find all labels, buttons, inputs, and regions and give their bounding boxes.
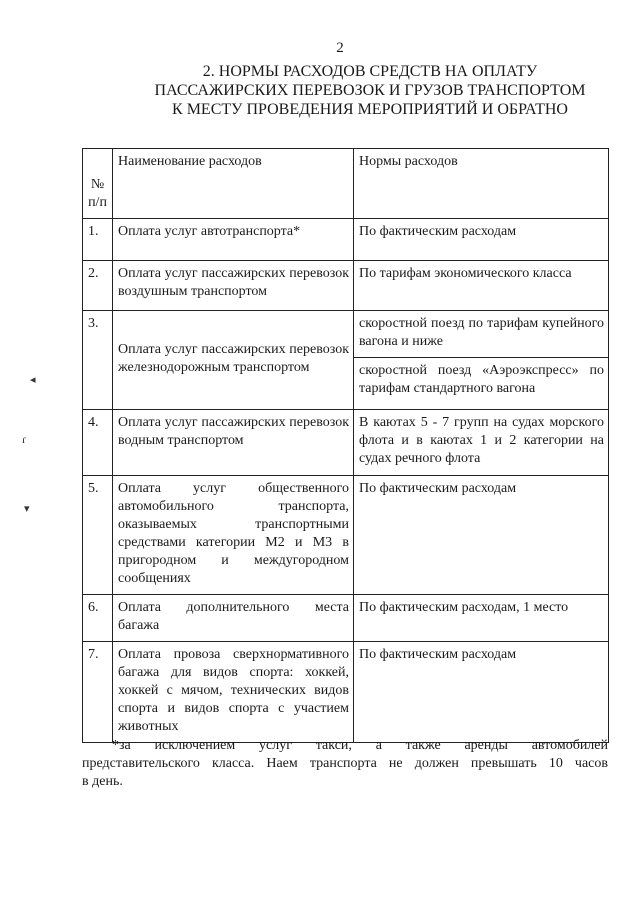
footnote-line-2: представительского класса. Наем транспорта не должен превышать 10 часов: [82, 756, 608, 771]
row-name: Оплата услуг пассажирских перевозок водным транспортом: [113, 410, 354, 476]
scan-speck: ɾ: [22, 432, 26, 446]
row-norm: По фактическим расходам: [354, 642, 609, 743]
row-number: 3.: [83, 311, 113, 410]
scan-speck: ▾: [24, 503, 30, 515]
row-name: Оплата услуг автотранспорта*: [113, 219, 354, 261]
row-norm: В каютах 5 - 7 групп на судах морского флота и в каютах 1 и 2 категории на судах речного флота: [354, 410, 609, 476]
header-norm: Нормы расходов: [354, 149, 609, 219]
row-number: 6.: [83, 595, 113, 642]
row-name: Оплата провоза сверхнормативного багажа для видов спорта: хоккей, хоккей с мячом, технических видов спорта и видов спорта с участием животных: [113, 642, 354, 743]
norms-table: [82, 148, 609, 743]
footnote: [82, 737, 608, 791]
row-number: 1.: [83, 219, 113, 261]
page-title: [150, 62, 590, 119]
table-row: [83, 642, 609, 743]
row-norm: По фактическим расходам: [354, 476, 609, 595]
table-row: [83, 410, 609, 476]
footnote-line-3: в день.: [82, 774, 123, 789]
row-norm: По тарифам экономического класса: [354, 261, 609, 311]
row-number: 7.: [83, 642, 113, 743]
row-name: Оплата дополнительного места багажа: [113, 595, 354, 642]
header-name: Наименование расходов: [113, 149, 354, 219]
title-line-1: 2. НОРМЫ РАСХОДОВ СРЕДСТВ НА ОПЛАТУ: [202, 63, 538, 80]
table-row: [83, 595, 609, 642]
row-name: Оплата услуг пассажирских перевозок воздушным транспортом: [113, 261, 354, 311]
row-norm: По фактическим расходам, 1 место: [354, 595, 609, 642]
scan-speck: ◂: [30, 374, 36, 386]
row-norm-a: скоростной поезд по тарифам купейного вагона и ниже: [354, 311, 609, 358]
row-name: Оплата услуг пассажирских перевозок железнодорожным транспортом: [113, 311, 354, 410]
row-number: 5.: [83, 476, 113, 595]
title-line-2: ПАССАЖИРСКИХ ПЕРЕВОЗОК И ГРУЗОВ ТРАНСПОРТОМ: [154, 82, 586, 99]
row-norm: По фактическим расходам: [354, 219, 609, 261]
table-row: [83, 261, 609, 311]
header-number: № п/п: [83, 149, 113, 219]
table-row: [83, 476, 609, 595]
title-line-3: К МЕСТУ ПРОВЕДЕНИЯ МЕРОПРИЯТИЙ И ОБРАТНО: [172, 101, 568, 118]
row-number: 4.: [83, 410, 113, 476]
page-number: 2: [336, 40, 344, 56]
row-name: Оплата услуг общественного автомобильного транспорта, оказываемых транспортными средствами категории М2 и М3 в пригородном и междугородном сообщениях: [113, 476, 354, 595]
table-row: [83, 311, 609, 358]
table-row: [83, 219, 609, 261]
row-number: 2.: [83, 261, 113, 311]
row-norm-b: скоростной поезд «Аэроэкспресс» по тарифам стандартного вагона: [354, 358, 609, 410]
footnote-line-1: *за исключением услуг такси, а также аренды автомобилей: [112, 738, 608, 753]
table-header-row: [83, 149, 609, 219]
